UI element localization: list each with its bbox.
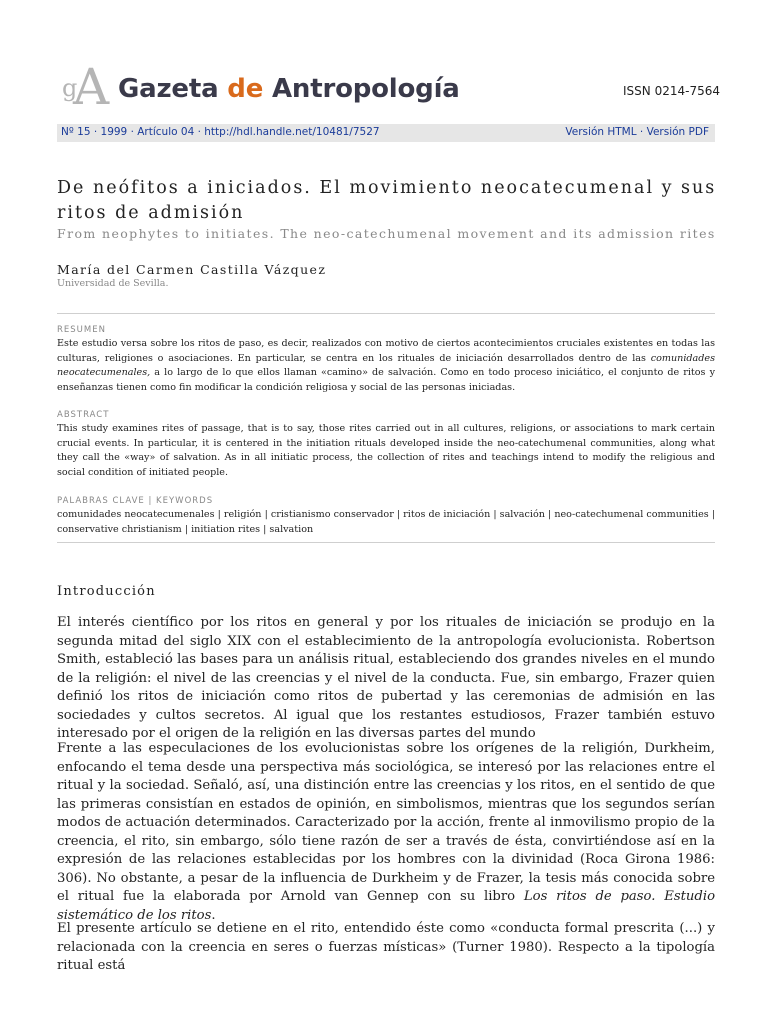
title-gazeta: Gazeta <box>118 74 228 104</box>
body-paragraph-2-end: . <box>211 907 216 923</box>
article-citation-link[interactable]: Nº 15 · 1999 · Artículo 04 · http://hdl.handle.net/10481/7527 <box>61 126 380 138</box>
logo-letter-g: g <box>62 74 78 102</box>
body-paragraph-2 <box>57 740 715 925</box>
author-name: María del Carmen Castilla Vázquez <box>57 262 327 277</box>
article-subtitle: From neophytes to initiates. The neo-catechumenal movement and its admission rites <box>57 226 716 241</box>
abstract-label: ABSTRACT <box>57 410 110 420</box>
title-antropologia: Antropología <box>271 74 460 104</box>
journal-title[interactable] <box>118 74 460 104</box>
journal-logo[interactable] <box>62 58 112 116</box>
section-heading-introduccion: Introducción <box>57 584 156 599</box>
keywords-label: PALABRAS CLAVE | KEYWORDS <box>57 496 214 506</box>
version-separator: · <box>636 126 647 138</box>
body-paragraph-1: El interés científico por los ritos en general y por los rituales de iniciación se produjo en la segunda mitad del siglo XIX con el establecimiento de la antropología evolucionista. Robertson Smith, estableció las bases para un análisis ritual, estableciendo dos grandes niveles en el mundo de la religión: el nivel de las creencias y el nivel de la conducta. Fue, sin embargo, Frazer quien definió los ritos de iniciación como ritos de pubertad y las ceremonias de admisión en las sociedades y cultos secretos. Al igual que los restantes estudiosos, Frazer también estuvo interesado por el origen de la religión en las diversas partes del mundo <box>57 615 715 741</box>
divider-bottom <box>57 542 715 543</box>
article-title: De neófitos a iniciados. El movimiento neocatecumenal y sus ritos de admisión <box>57 178 717 223</box>
resumen-text <box>57 337 715 395</box>
book-title-italic: Los ritos de paso. Estudio sistemático de los ritos <box>57 889 716 923</box>
article-info-bar <box>57 124 715 142</box>
author-affiliation: Universidad de Sevilla. <box>57 278 169 289</box>
journal-header <box>60 58 720 120</box>
resumen-label: RESUMEN <box>57 325 106 335</box>
issn-number: ISSN 0214-7564 <box>623 84 720 98</box>
resumen-text-part2: a lo largo de lo que ellos llaman «camino» de salvación. Como en todo proceso iniciático, el conjunto de ritos y enseñanzas tienen como fin modificar la condición religiosa y social de las personas iniciadas. <box>57 367 715 393</box>
html-version-link[interactable]: Versión HTML <box>565 126 637 138</box>
version-links <box>565 126 709 138</box>
keywords-text: comunidades neocatecumenales | religión | cristianismo conservador | ritos de iniciación | salvación | neo-catechumenal communities | conservative christianism | initiation rites | salvation <box>57 509 715 535</box>
resumen-text-italic: comunidades neocatecumenales, <box>57 352 715 378</box>
resumen-text-part1: Este estudio versa sobre los ritos de paso, es decir, realizados con motivo de ciertos acontecimientos cruciales existentes en todas las culturas, religiones o asociaciones. En particular, se centra en los rituales de iniciación desarrollados dentro de las <box>57 338 715 364</box>
divider-top <box>57 313 715 314</box>
body-paragraph-3: El presente artículo se detiene en el rito, entendido éste como «conducta formal prescrita (...) y relacionada con la creencia en seres o fuerzas místicas» (Turner 1980). Respecto a la tipología ritual está <box>57 921 715 973</box>
logo-letter-a: A <box>73 58 110 116</box>
abstract-text: This study examines rites of passage, that is to say, those rites carried out in all cultures, religions, or associations to mark certain crucial events. In particular, it is centered in the initiation rituals developed inside the neo-catechumenal communities, along what they call the «way» of salvation. As in all initiatic process, the collection of rites and teachings intend to modify the religious and social condition of initiated people. <box>57 423 715 478</box>
pdf-version-link[interactable]: Versión PDF <box>646 126 709 138</box>
body-paragraph-2-text: Frente a las especulaciones de los evolucionistas sobre los orígenes de la religión, Durkheim, enfocando el tema desde una perspectiva más sociológica, se interesó por las relaciones entre el ritual y la sociedad. Señaló, así, una distinción entre las creencias y los ritos, en el sentido de que las primeras consistían en estados de opinión, en simbolismos, mientras que los segundos serían modos de actuación determinados. Caracterizado por la acción, frente al inmovilismo propio de la creencia, el rito, sin embargo, sólo tiene razón de ser a través de ésta, convirtiéndose así en la expresión de las relaciones establecidas por los hombres con la divinidad (Roca Girona 1986: 306). No obstante, a pesar de la influencia de Durkheim y de Frazer, la tesis más conocida sobre el ritual fue la elaborada por Arnold van Gennep con su libro <box>57 741 715 904</box>
title-de: de <box>227 74 272 104</box>
